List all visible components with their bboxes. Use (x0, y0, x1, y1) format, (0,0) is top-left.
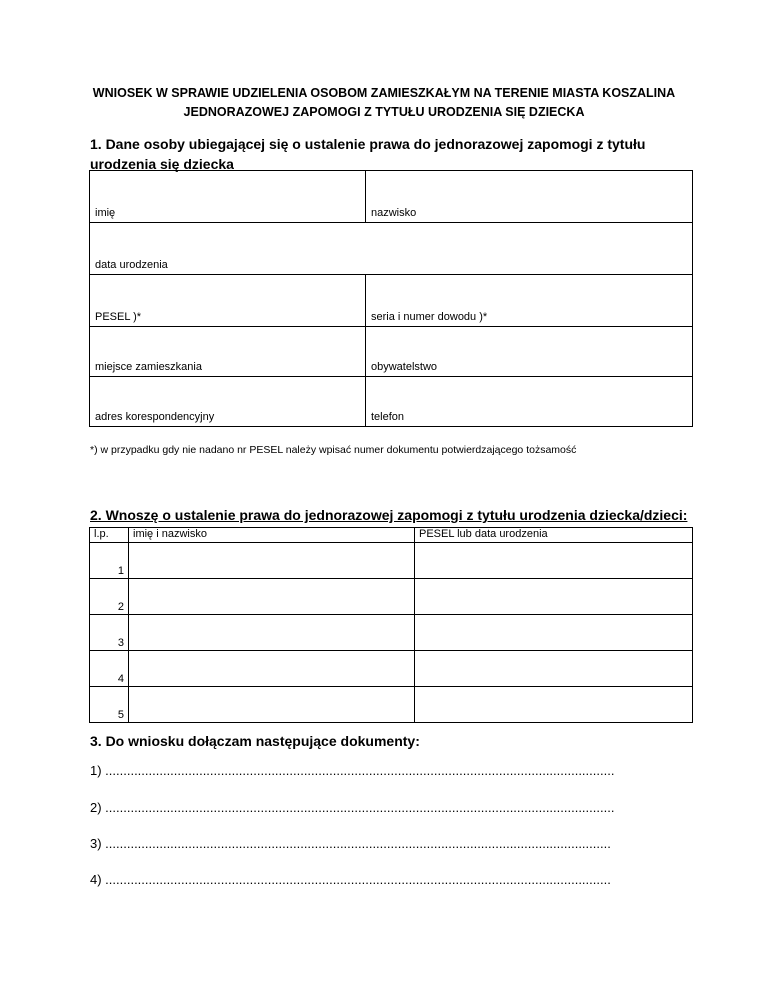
section-1-heading (90, 134, 690, 174)
child-name-cell[interactable] (129, 579, 415, 615)
field-label: nazwisko (371, 207, 417, 219)
field-miejsce-zamieszkania[interactable] (90, 327, 366, 377)
form-title (60, 84, 708, 122)
field-telefon[interactable] (366, 377, 693, 427)
table-row (90, 687, 693, 723)
field-label: adres korespondencyjny (95, 411, 215, 423)
field-label: PESEL )* (95, 311, 142, 323)
pesel-footnote: *) w przypadku gdy nie nadano nr PESEL należy wpisać numer dokumentu potwierdzającego tożsamość (90, 444, 577, 456)
children-table-header (90, 528, 693, 543)
child-name-cell[interactable] (129, 651, 415, 687)
field-adres-korespondencyjny[interactable] (90, 377, 366, 427)
document-line-3[interactable]: 3) ............................................................................................................................................ (90, 836, 611, 851)
table-row (90, 651, 693, 687)
field-data-urodzenia[interactable] (90, 223, 693, 275)
document-line-2[interactable]: 2) ............................................................................................................................................. (90, 800, 615, 815)
field-label: miejsce zamieszkania (95, 361, 202, 373)
child-name-cell[interactable] (129, 687, 415, 723)
children-table (89, 527, 693, 723)
document-line-1[interactable]: 1) ............................................................................................................................................. (90, 763, 615, 778)
field-imie[interactable] (90, 171, 366, 223)
field-label: seria i numer dowodu )* (371, 311, 488, 323)
document-line-4[interactable]: 4) ............................................................................................................................................ (90, 872, 611, 887)
column-header-lp: l.p. (90, 528, 129, 543)
field-label: imię (95, 207, 116, 219)
section-3-heading: 3. Do wniosku dołączam następujące dokumenty: (90, 733, 420, 749)
column-header-pesel: PESEL lub data urodzenia (415, 528, 693, 543)
row-number: 4 (90, 651, 129, 687)
applicant-data-table (89, 170, 693, 427)
field-label: data urodzenia (95, 259, 168, 271)
child-name-cell[interactable] (129, 543, 415, 579)
section-2-heading: 2. Wnoszę o ustalenie prawa do jednorazowej zapomogi z tytułu urodzenia dziecka/dzieci: (90, 507, 688, 523)
field-seria-dowodu[interactable] (366, 275, 693, 327)
child-pesel-cell[interactable] (415, 543, 693, 579)
child-name-cell[interactable] (129, 615, 415, 651)
child-pesel-cell[interactable] (415, 615, 693, 651)
child-pesel-cell[interactable] (415, 687, 693, 723)
child-pesel-cell[interactable] (415, 651, 693, 687)
row-number: 1 (90, 543, 129, 579)
child-pesel-cell[interactable] (415, 579, 693, 615)
form-title-line-2: JEDNORAZOWEJ ZAPOMOGI Z TYTUŁU URODZENIA SIĘ DZIECKA (183, 105, 585, 119)
row-number: 2 (90, 579, 129, 615)
section-1-heading-line-2: urodzenia się dziecka (90, 156, 234, 172)
row-number: 5 (90, 687, 129, 723)
field-label: obywatelstwo (371, 361, 438, 373)
table-row (90, 579, 693, 615)
field-nazwisko[interactable] (366, 171, 693, 223)
column-header-imie-nazwisko: imię i nazwisko (129, 528, 415, 543)
form-title-line-1: WNIOSEK W SPRAWIE UDZIELENIA OSOBOM ZAMIESZKAŁYM NA TERENIE MIASTA KOSZALINA (92, 86, 676, 100)
table-row (90, 543, 693, 579)
table-row (90, 615, 693, 651)
field-obywatelstwo[interactable] (366, 327, 693, 377)
row-number: 3 (90, 615, 129, 651)
section-1-heading-line-1: 1. Dane osoby ubiegającej się o ustalenie prawa do jednorazowej zapomogi z tytułu (90, 136, 646, 152)
field-label: telefon (371, 411, 405, 423)
field-pesel[interactable] (90, 275, 366, 327)
